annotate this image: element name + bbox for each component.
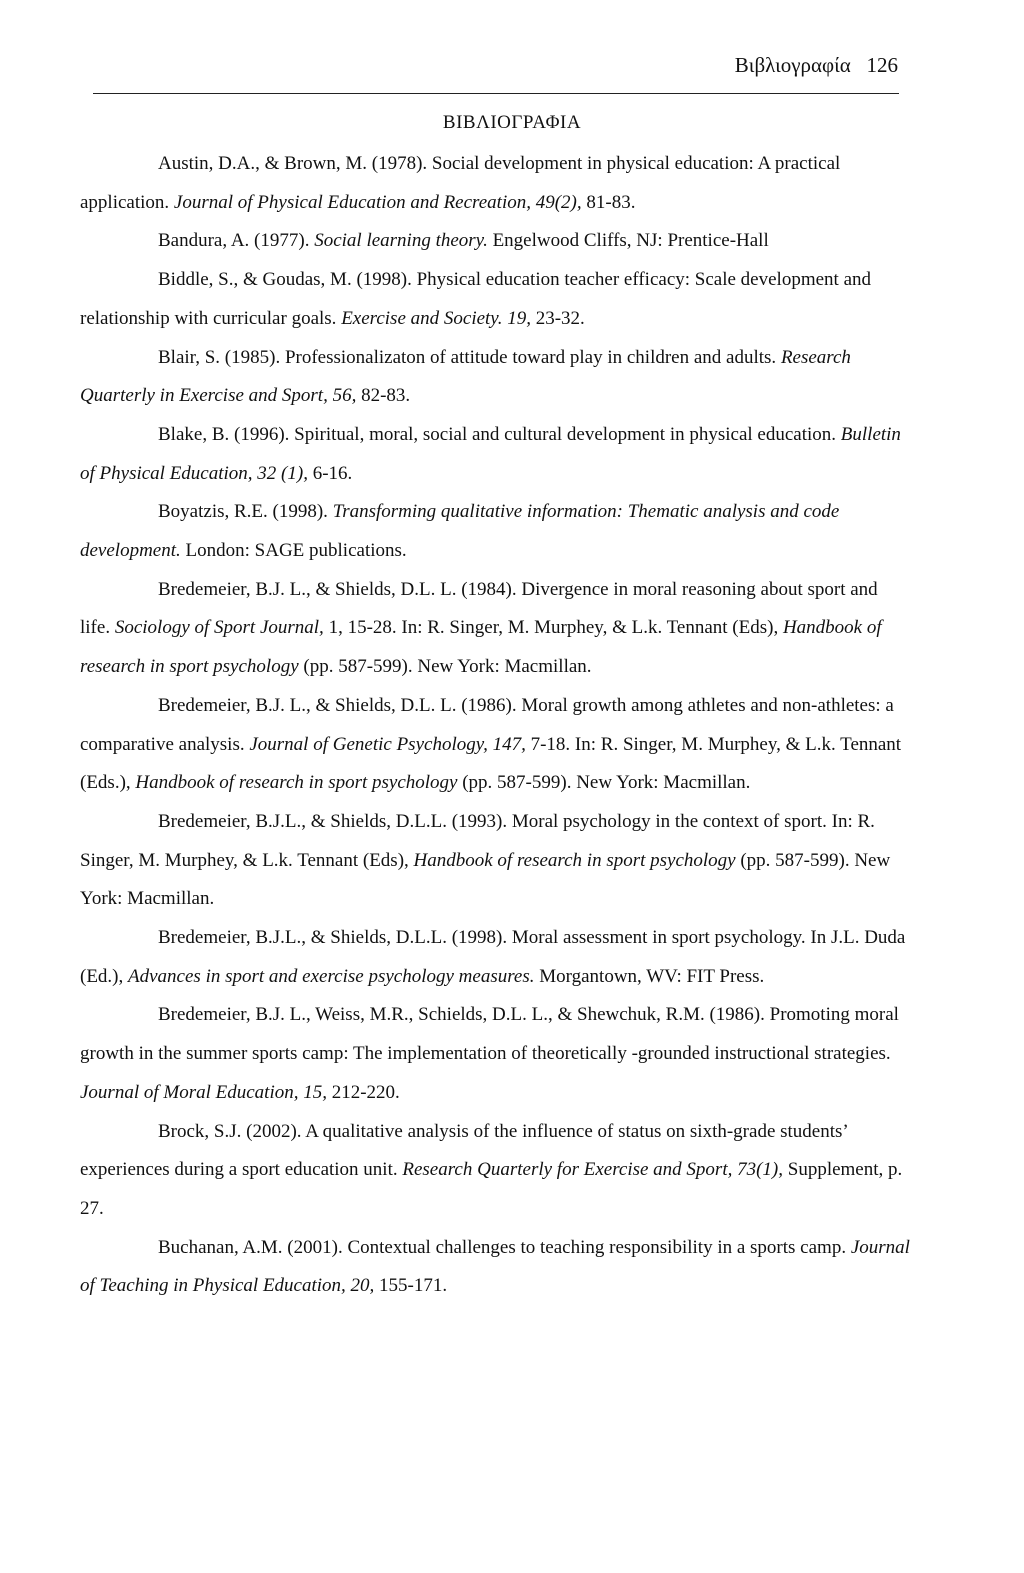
reference-text: 1, 15-28. In: R. Singer, M. Murphey, & L.k. Tennant (Eds), <box>323 617 783 639</box>
reference-source: Journal of Physical Education and Recreation, 49(2), <box>173 191 582 213</box>
reference-text: (pp. 587-599). New York: Macmillan. <box>298 656 592 678</box>
reference-source: Bulletin of Physical Education, 32 (1), <box>80 423 901 484</box>
reference-source: Sociology of Sport Journal, <box>114 617 324 639</box>
reference-item <box>80 493 910 570</box>
reference-source: Journal of Teaching in Physical Education, 20, <box>80 1236 910 1297</box>
reference-item <box>80 416 910 493</box>
reference-book-title: Handbook of research in sport psychology <box>135 772 458 794</box>
reference-source: Exercise and Society. 19, <box>341 307 531 329</box>
reference-text: 81-83. <box>581 191 636 213</box>
reference-source: Journal of Genetic Psychology, 147, <box>249 733 526 755</box>
reference-book-title: Handbook of research in sport psychology <box>80 617 882 678</box>
reference-item <box>80 222 910 261</box>
reference-source: Advances in sport and exercise psychology measures. <box>128 965 535 987</box>
reference-text: 6-16. <box>307 462 353 484</box>
header-title: Βιβλιογραφία <box>734 53 851 77</box>
reference-source: Social learning theory. <box>314 230 488 252</box>
reference-text: Supplement, p. 27. <box>80 1159 903 1219</box>
reference-source: Journal of Moral Education, 15, <box>80 1081 327 1103</box>
reference-text: Blake, B. (1996). Spiritual, moral, social and cultural development in physical education. <box>158 423 841 445</box>
reference-item <box>80 145 910 222</box>
page-number: 126 <box>866 53 898 77</box>
header-divider <box>93 93 899 94</box>
reference-item <box>80 803 910 919</box>
reference-source: Transforming qualitative information: Thematic analysis and code development. <box>80 501 840 562</box>
reference-text: Bredemeier, B.J. L., Weiss, M.R., Schields, D.L. L., & Shewchuk, R.M. (1986). Promoting moral growth in the summer sports camp: The implementation of theoretically -grounded instructional strategies. <box>80 1004 899 1065</box>
reference-list <box>80 145 910 1306</box>
reference-text: 212-220. <box>326 1081 400 1103</box>
reference-text: Brock, S.J. (2002). A qualitative analysis of the influence of status on sixth-grade students’ experiences during a sport education unit. <box>80 1120 848 1181</box>
reference-text: Biddle, S., & Goudas, M. (1998). Physical education teacher efficacy: Scale development and relationship with curricular goals. <box>80 269 872 329</box>
reference-text: (pp. 587-599). New York: Macmillan. <box>457 772 751 794</box>
reference-text: 23-32. <box>530 307 585 329</box>
reference-text: Buchanan, A.M. (2001). Contextual challenges to teaching responsibility in a sports camp. <box>158 1236 851 1258</box>
reference-item <box>80 919 910 996</box>
reference-text: Bredemeier, B.J.L., & Shields, D.L.L. (1998). Moral assessment in sport psychology. In J.L. Duda (Ed.), <box>80 927 906 987</box>
reference-item <box>80 687 910 803</box>
reference-text: Bredemeier, B.J. L., & Shields, D.L. L. (1986). Moral growth among athletes and non-athletes: a comparative analysis. <box>80 694 894 755</box>
reference-text: Engelwood Cliffs, NJ: Prentice-Hall <box>487 230 769 252</box>
reference-text: Boyatzis, R.E. (1998). <box>158 501 333 523</box>
reference-text: London: SAGE publications. <box>180 540 407 562</box>
reference-item <box>80 996 910 1112</box>
reference-source: Research Quarterly in Exercise and Sport, 56, <box>80 346 851 407</box>
reference-text: 7-18. In: R. Singer, M. Murphey, & L.k. Tennant (Eds.), <box>80 733 902 794</box>
reference-source: Research Quarterly for Exercise and Sport, 73(1), <box>402 1159 783 1181</box>
reference-text: Blair, S. (1985). Professionalizaton of attitude toward play in children and adults. <box>158 346 781 368</box>
reference-text: Bredemeier, B.J. L., & Shields, D.L. L. (1984). Divergence in moral reasoning about sport and life. <box>80 578 878 639</box>
reference-text: Bredemeier, B.J.L., & Shields, D.L.L. (1993). Moral psychology in the context of sport. In: R. Singer, M. Murphey, & L.k. Tennant (Eds), <box>80 810 875 871</box>
reference-source: Handbook of research in sport psychology <box>413 849 736 871</box>
reference-text: (pp. 587-599). New York: Macmillan. <box>80 849 891 910</box>
reference-item <box>80 1113 910 1229</box>
reference-text: 155-171. <box>374 1275 448 1297</box>
reference-item <box>80 339 910 416</box>
reference-text: 82-83. <box>356 385 411 407</box>
section-title: ΒΙΒΛΙΟΓΡΑΦΙΑ <box>442 112 582 133</box>
reference-text: Austin, D.A., & Brown, M. (1978). Social development in physical education: A practical application. <box>80 153 841 213</box>
reference-item <box>80 261 910 338</box>
reference-item <box>80 1229 910 1306</box>
reference-text: Bandura, A. (1977). <box>158 230 315 252</box>
reference-text: Morgantown, WV: FIT Press. <box>534 965 765 987</box>
page-header <box>718 53 898 78</box>
reference-item <box>80 571 910 687</box>
